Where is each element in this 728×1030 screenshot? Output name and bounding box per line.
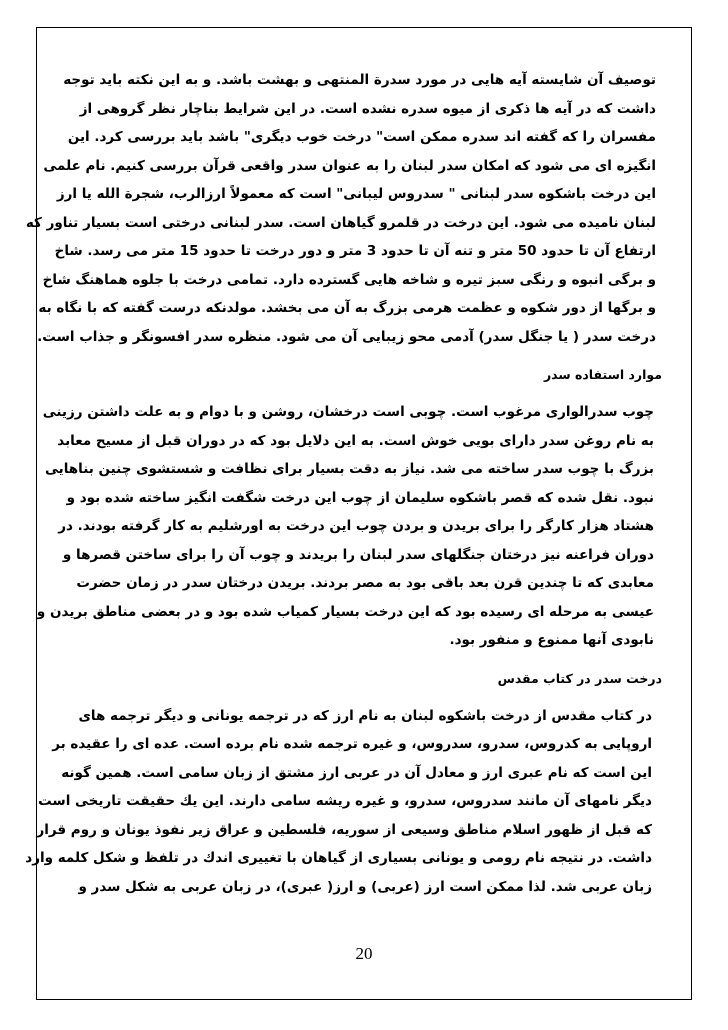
page-number: 20 [355, 944, 373, 963]
text-line: و برگی انبوه و رنگی سبز تیره و شاخه هایی گسترده دارد. تمامی درخت با جلوه هماهنگ شاخ [42, 271, 656, 288]
text-line: معابدی که تا چندین قرن بعد باقی بود به مصر بردند. بریدن درختان سدر در زمان حضرت [76, 575, 654, 591]
text-line: نابودی آنها ممنوع و منفور بود. [449, 632, 654, 648]
text-line: این است که نام عبری ارز و معادل آن در عربی ارز مشتق از زبان سامی است. همین گونه [61, 764, 652, 781]
text-line: عیسی به مرحله ای رسیده بود که این درخت بسیار کمیاب شده بود و در بعضی مناطق بریدن و [36, 603, 654, 620]
text-line: نبود. نقل شده که قصر باشکوه سلیمان از چوب این درخت شگفت انگیز ساخته شده بود و [66, 489, 654, 506]
paragraph-bible [25, 702, 662, 902]
text-line: دیگر نامهای آن مانند سدروس، سدرو، و غیره ریشه سامی دارند. این یك حقیقت تاریخی است [38, 793, 652, 809]
text-line: و برگها از دور شکوه و عظمت هرمی بزرگ به آن می بخشد. مولدنکه درست گفته که با نگاه به [38, 300, 656, 316]
text-line: ارتفاع آن تا حدود 50 متر و تنه آن تا حدود 3 متر و دور درخت تا حدود 15 متر می رسد. شاخ [54, 243, 656, 259]
text-line: داشت که در آیه ها ذکری از میوه سدره نشده است. در این شرایط بناچار نظر گروهی از [79, 100, 656, 117]
text-line: این درخت باشکوه سدر لبنانی " سدروس لیبانی" است که معمولاً ارزالرب، شجرة الله یا ارز [56, 186, 656, 202]
paragraph-uses [36, 398, 662, 655]
text-line: هشتاد هزار کارگر را برای بریدن و بردن چوب این درخت به اورشلیم به کار گرفته بودند. در [58, 518, 654, 534]
section-heading-bible: درخت سدر در کتاب مقدس [497, 670, 662, 686]
text-line: لبنان نامیده می شود. این درخت در قلمرو گیاهان است. سدر لبنانی درختی است بسیار تناور که [25, 214, 656, 231]
document-body [25, 66, 662, 901]
text-line: زبان عربی شد. لذا ممکن است ارز (عربی) و ارز( عبری)، در زبان عربی به شکل سدر و [78, 878, 652, 895]
text-line: چوب سدرالواری مرغوب است. چوبی است درخشان، روشن و با دوام و به علت داشتن رزینی [42, 404, 654, 420]
text-line: بزرگ با چوب سدر ساخته می شد. نیاز به دقت بسیار برای نظافت و شستشوی چنین بناهایی [45, 461, 654, 477]
text-line: به نام روغن سدر دارای بویی خوش است. به این دلایل بود که در دوران قبل از مسیح معابد [57, 432, 654, 449]
text-line: انگیزه ای می شود که امکان سدر لبنان را به عنوان سدر واقعی قرآن بررسی کنیم. نام علمی [43, 157, 656, 174]
text-line: توصیف آن شایسته آیه هایی در مورد سدرة المنتهی و بهشت باشد. و به این نکته باید توجه [63, 72, 656, 88]
text-line: اروپایی به کدروس، سدرو، سدروس، و غیره ترجمه شده نام برده است. عده ای را عقیده بر [52, 736, 652, 752]
text-line: داشت. در نتیجه نام رومی و یونانی بسیاری از گیاهان با تغییری اندك در تلفظ و شکل کلمه وارد [25, 850, 652, 866]
section-heading-uses: موارد استفاده سدر [543, 367, 662, 382]
text-line: درخت سدر ( یا جنگل سدر) آدمی محو زیبایی آن می شود. منظره سدر افسونگر و جذاب است. [37, 328, 656, 345]
text-line: مفسران را که گفته اند سدره ممکن است" درخت خوب دیگری" باشد باید بررسی کرد. این [67, 129, 656, 145]
text-line: در کتاب مقدس از درخت باشکوه لبنان به نام ارز که در ترجمه یونانی و دیگر ترجمه های [78, 707, 652, 724]
paragraph-description [25, 66, 662, 351]
text-line: دوران فراعنه نیز درختان جنگلهای سدر لبنان را بریدند و چوب آن را برای ساختن قصرها و [62, 546, 654, 563]
text-line: که قبل از ظهور اسلام مناطق وسیعی از سوریه، فلسطین و عراق زیر نفوذ یونان و روم قرار [36, 821, 652, 838]
